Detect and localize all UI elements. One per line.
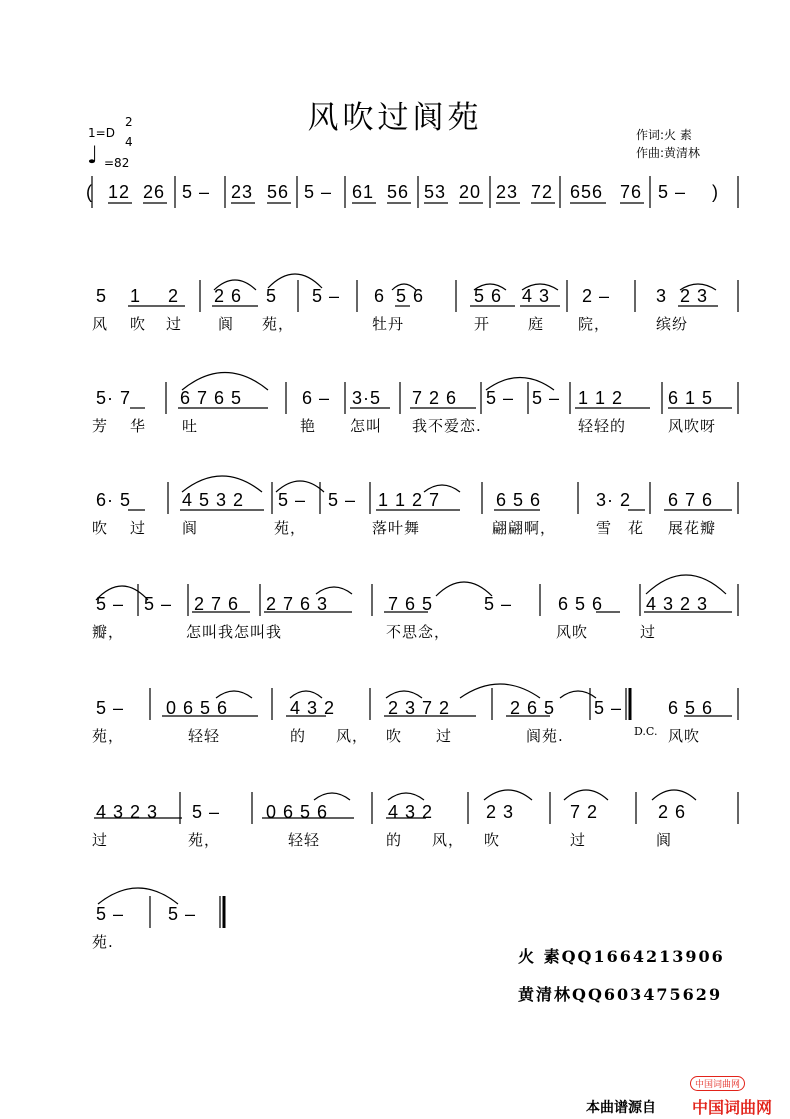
- site-logo: 中国词曲网: [690, 1076, 745, 1091]
- note-group: 2 3: [680, 286, 709, 306]
- lyric: 开: [474, 315, 491, 333]
- note-group: 0 6 5 6: [166, 698, 229, 718]
- intro-note: 5 –: [182, 182, 211, 202]
- note-group: 0 6 5 6: [266, 802, 329, 822]
- lyric: 过: [92, 831, 109, 849]
- intro-note: 61: [352, 182, 375, 202]
- site-brand-link[interactable]: 中国词曲网: [692, 1098, 773, 1117]
- note-group: 6: [374, 286, 386, 306]
- note-group: 5: [96, 286, 108, 306]
- lyric: 苑，: [274, 519, 307, 537]
- note-group: 6· 5: [96, 490, 132, 510]
- lyric: 缤纷: [656, 315, 689, 333]
- intro-open-paren: (: [86, 182, 93, 202]
- lyric: 吹: [386, 727, 403, 745]
- intro-close-paren: ): [712, 182, 719, 202]
- lyric: 风吹呀: [668, 417, 717, 435]
- note-group: 3: [656, 286, 668, 306]
- note-group: 2 7 6: [194, 594, 240, 614]
- tempo-marking: =82: [104, 156, 130, 170]
- note-group: 2 6: [658, 802, 687, 822]
- note-group: 4 3: [522, 286, 551, 306]
- lyric: 怎叫: [350, 417, 383, 435]
- lyric: 翩翩啊，: [492, 519, 557, 537]
- lyric: 过: [640, 623, 657, 641]
- note-group: 5 –: [144, 594, 173, 614]
- intro-note: 20: [459, 182, 482, 202]
- intro-note: 5 –: [304, 182, 333, 202]
- lyric: 苑，: [188, 831, 221, 849]
- intro-note: 26: [143, 182, 166, 202]
- note-group: 1: [130, 286, 142, 306]
- lyric: 吐: [182, 417, 199, 435]
- note-group: 5 6: [474, 286, 503, 306]
- lyric: 风吹: [556, 623, 589, 641]
- note-group: 2 3 7 2: [388, 698, 451, 718]
- note-group: 5 –: [278, 490, 307, 510]
- note-group: 3· 2: [596, 490, 632, 510]
- lyric: 落叶舞: [372, 519, 421, 537]
- lyric: 阆: [656, 831, 673, 849]
- lyricist-credit: 作词:火 素: [636, 128, 692, 142]
- composer-contact: 黄清林QQ603475629: [518, 985, 723, 1004]
- note-group: 6 5 6: [558, 594, 604, 614]
- note-group: 4 3 2: [388, 802, 434, 822]
- note-group: 7 2: [570, 802, 599, 822]
- lyric: 过: [570, 831, 587, 849]
- lyric: 华: [130, 417, 147, 435]
- lyric: 阆苑.: [526, 727, 564, 745]
- note-group: 6 7 6 5: [180, 388, 243, 408]
- note-group: 5 –: [192, 802, 221, 822]
- note-group: 5· 7: [96, 388, 132, 408]
- lyric: 风: [92, 315, 109, 333]
- note-group: 2: [168, 286, 180, 306]
- note-group: 4 3 2 3: [96, 802, 159, 822]
- lyric: 苑，: [262, 315, 295, 333]
- lyric: 瓣，: [92, 623, 125, 641]
- note-group: 2 6: [214, 286, 243, 306]
- intro-note: 56: [267, 182, 290, 202]
- lyric: 芳: [92, 417, 109, 435]
- note-group: 5 –: [96, 594, 125, 614]
- note-group: 7 2 6: [412, 388, 458, 408]
- intro-note: 23: [231, 182, 254, 202]
- note-group: 5: [266, 286, 278, 306]
- note-group: 6 1 5: [668, 388, 714, 408]
- time-signature-top: 2: [125, 115, 133, 129]
- note-group: 2 6 5: [510, 698, 556, 718]
- lyric: 艳: [300, 417, 317, 435]
- lyric: 苑，: [92, 727, 125, 745]
- lyric: 过: [130, 519, 147, 537]
- lyric: 吹: [484, 831, 501, 849]
- note-group: 1 1 2: [578, 388, 624, 408]
- note-group: 6 5 6: [496, 490, 542, 510]
- note-group: 5 –: [96, 698, 125, 718]
- note-group: 5 –: [96, 904, 125, 924]
- note-group: 5 –: [484, 594, 513, 614]
- lyric: 风，: [432, 831, 465, 849]
- lyric: 不思念，: [386, 623, 451, 641]
- intro-note: 56: [387, 182, 410, 202]
- lyric: 的: [386, 831, 403, 849]
- lyric: 阆: [218, 315, 235, 333]
- lyric: 吹: [130, 315, 147, 333]
- key-signature: 1=D: [88, 126, 115, 140]
- lyric: 阆: [182, 519, 199, 537]
- note-group: 2 7 6 3: [266, 594, 329, 614]
- lyric: 过: [436, 727, 453, 745]
- lyric: 庭: [528, 315, 545, 333]
- note-group: 5 6: [396, 286, 425, 306]
- time-signature-bottom: 4: [125, 135, 133, 149]
- song-title: 风吹过阆苑: [307, 100, 483, 136]
- note-group: 3·5: [352, 388, 382, 408]
- note-group: 2 –: [582, 286, 611, 306]
- lyric: 怎叫我怎叫我: [186, 623, 283, 641]
- note-group: 4 3 2 3: [646, 594, 709, 614]
- lyric: 雪: [596, 519, 613, 537]
- lyric: 苑.: [92, 933, 114, 951]
- lyric: 花: [628, 519, 645, 537]
- note-group: 6 –: [302, 388, 331, 408]
- lyricist-contact: 火 素QQ1664213906: [518, 947, 725, 966]
- note-group: 6 7 6: [668, 490, 714, 510]
- lyric: 过: [166, 315, 183, 333]
- lyric: 风，: [336, 727, 369, 745]
- note-group: 7 6 5: [388, 594, 434, 614]
- note-group: 6 5 6: [668, 698, 714, 718]
- lyric: 的: [290, 727, 307, 745]
- lyric: 风吹: [668, 727, 701, 745]
- lyric: 轻轻: [288, 831, 321, 849]
- note-group: 5 –: [328, 490, 357, 510]
- composer-credit: 作曲:黄清林: [636, 146, 701, 160]
- lyric: 院，: [578, 315, 611, 333]
- note-group: 5 –: [168, 904, 197, 924]
- lyric: 我不爱恋.: [412, 417, 482, 435]
- intro-note: 53: [424, 182, 447, 202]
- quarter-note-icon: ♩: [87, 141, 99, 169]
- note-group: 1 1 2 7: [378, 490, 441, 510]
- lyric: 牡丹: [372, 315, 405, 333]
- note-group: 5 –: [594, 698, 623, 718]
- note-group: 5 –: [532, 388, 561, 408]
- note-group: 4 5 3 2: [182, 490, 245, 510]
- lyric: 展花瓣: [668, 519, 717, 537]
- lyric: 轻轻: [188, 727, 221, 745]
- note-group: 5 –: [486, 388, 515, 408]
- note-group: 2 3: [486, 802, 515, 822]
- intro-note: 72: [531, 182, 554, 202]
- note-group: 5 –: [312, 286, 341, 306]
- da-capo-marking: D.C.: [634, 725, 658, 738]
- intro-note: 23: [496, 182, 519, 202]
- intro-note: 656: [570, 182, 604, 202]
- source-label: 本曲谱源自: [586, 1100, 656, 1116]
- intro-note: 76: [620, 182, 643, 202]
- lyric: 吹: [92, 519, 109, 537]
- note-group: 4 3 2: [290, 698, 336, 718]
- intro-note: 5 –: [658, 182, 687, 202]
- intro-note: 12: [108, 182, 131, 202]
- lyric: 轻轻的: [578, 417, 627, 435]
